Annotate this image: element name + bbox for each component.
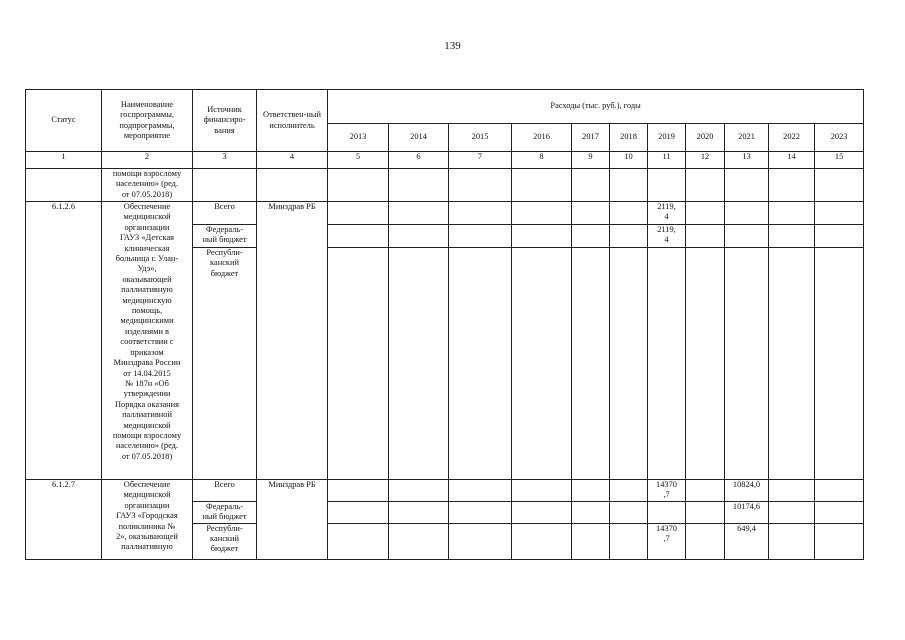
value-cell <box>769 480 815 502</box>
value-cell: 14370 ,7 <box>648 480 686 502</box>
value-cell <box>610 480 648 502</box>
column-number: 12 <box>686 152 725 169</box>
column-number: 1 <box>26 152 102 169</box>
value-cell: 10824,0 <box>725 480 769 502</box>
column-number: 14 <box>769 152 815 169</box>
source-cell: Всего <box>193 480 257 502</box>
value-cell <box>769 248 815 480</box>
value-cell <box>725 248 769 480</box>
value-cell <box>815 225 864 248</box>
empty-cell <box>389 169 449 202</box>
source-cell: Федераль- ный бюджет <box>193 501 257 523</box>
value-cell <box>512 225 572 248</box>
column-number: 3 <box>193 152 257 169</box>
column-number: 8 <box>512 152 572 169</box>
source-cell: Федераль- ный бюджет <box>193 225 257 248</box>
value-cell <box>512 248 572 480</box>
header-year-2013: 2013 <box>328 124 389 152</box>
page-number: 139 <box>444 40 461 52</box>
value-cell <box>686 202 725 225</box>
value-cell <box>769 523 815 559</box>
value-cell <box>389 225 449 248</box>
column-number-row <box>26 152 864 169</box>
value-cell <box>389 501 449 523</box>
status-cell: 6.1.2.6 <box>26 202 102 480</box>
name-cell: помощи взрослому населению» (ред. от 07.05.2018) <box>102 169 193 202</box>
value-cell: 10174,6 <box>725 501 769 523</box>
value-cell <box>449 523 512 559</box>
empty-cell <box>648 169 686 202</box>
table-row <box>26 169 864 202</box>
header-year-2017: 2017 <box>572 124 610 152</box>
executor-cell: Минздрав РБ <box>257 480 328 560</box>
value-cell <box>572 225 610 248</box>
header-year-2018: 2018 <box>610 124 648 152</box>
header-executor: Ответствен-ный исполнитель <box>257 90 328 152</box>
value-cell <box>449 501 512 523</box>
status-cell: 6.1.2.7 <box>26 480 102 560</box>
value-cell <box>512 523 572 559</box>
table-row <box>26 202 864 225</box>
value-cell <box>815 480 864 502</box>
value-cell <box>512 501 572 523</box>
empty-cell <box>512 169 572 202</box>
header-year-2022: 2022 <box>769 124 815 152</box>
value-cell <box>648 501 686 523</box>
value-cell <box>449 225 512 248</box>
value-cell <box>610 225 648 248</box>
value-cell <box>815 501 864 523</box>
value-cell <box>815 523 864 559</box>
value-cell: 14370 ,7 <box>648 523 686 559</box>
value-cell <box>572 501 610 523</box>
header-name: Наименование госпрограммы, подпрограммы, мероприятие <box>102 90 193 152</box>
column-number: 13 <box>725 152 769 169</box>
column-number: 5 <box>328 152 389 169</box>
value-cell <box>572 248 610 480</box>
value-cell <box>328 225 389 248</box>
value-cell <box>449 248 512 480</box>
column-number: 9 <box>572 152 610 169</box>
value-cell <box>815 202 864 225</box>
value-cell <box>648 248 686 480</box>
empty-cell <box>610 169 648 202</box>
value-cell <box>572 480 610 502</box>
empty-cell <box>193 169 257 202</box>
empty-cell <box>449 169 512 202</box>
value-cell <box>610 501 648 523</box>
column-number: 6 <box>389 152 449 169</box>
table-row <box>26 480 864 502</box>
source-cell: Республи- канский бюджет <box>193 248 257 480</box>
value-cell <box>769 501 815 523</box>
empty-cell <box>725 169 769 202</box>
empty-cell <box>257 169 328 202</box>
value-cell: 649,4 <box>725 523 769 559</box>
value-cell <box>328 202 389 225</box>
header-status: Статус <box>26 90 102 152</box>
value-cell <box>725 225 769 248</box>
header-year-2016: 2016 <box>512 124 572 152</box>
header-year-2019: 2019 <box>648 124 686 152</box>
value-cell <box>686 225 725 248</box>
value-cell <box>572 523 610 559</box>
header-year-2021: 2021 <box>725 124 769 152</box>
empty-cell <box>769 169 815 202</box>
header-year-2015: 2015 <box>449 124 512 152</box>
column-number: 7 <box>449 152 512 169</box>
status-cell <box>26 169 102 202</box>
value-cell <box>449 480 512 502</box>
value-cell <box>328 248 389 480</box>
value-cell <box>686 248 725 480</box>
column-number: 2 <box>102 152 193 169</box>
value-cell <box>328 480 389 502</box>
executor-cell: Минздрав РБ <box>257 202 328 480</box>
column-number: 4 <box>257 152 328 169</box>
empty-cell <box>815 169 864 202</box>
value-cell <box>328 501 389 523</box>
header-year-2020: 2020 <box>686 124 725 152</box>
value-cell: 2119, 4 <box>648 225 686 248</box>
value-cell <box>389 480 449 502</box>
value-cell <box>512 480 572 502</box>
header-year-2023: 2023 <box>815 124 864 152</box>
value-cell <box>389 523 449 559</box>
value-cell <box>512 202 572 225</box>
source-cell: Всего <box>193 202 257 225</box>
header-expenses: Расходы (тыс. руб.), годы <box>328 90 864 124</box>
name-cell: Обеспечение медицинской организации ГАУЗ «Городская поликлиника № 2», оказывающей паллиативную <box>102 480 193 560</box>
value-cell <box>572 202 610 225</box>
value-cell <box>686 523 725 559</box>
value-cell <box>686 480 725 502</box>
value-cell <box>610 202 648 225</box>
value-cell <box>389 248 449 480</box>
value-cell <box>769 202 815 225</box>
value-cell <box>686 501 725 523</box>
value-cell <box>610 523 648 559</box>
value-cell <box>725 202 769 225</box>
empty-cell <box>572 169 610 202</box>
column-number: 15 <box>815 152 864 169</box>
column-number: 11 <box>648 152 686 169</box>
value-cell <box>769 225 815 248</box>
source-cell: Республи- канский бюджет <box>193 523 257 559</box>
value-cell <box>610 248 648 480</box>
value-cell <box>815 248 864 480</box>
value-cell: 2119, 4 <box>648 202 686 225</box>
name-cell: Обеспечение медицинской организации ГАУЗ «Детская клиническая больница г. Улан- Удэ», оказывающей паллиативную медицинскую помощь, медицинскими изделиями в соответствии с приказом Минздрава России от 14.04.2015 № 187н «Об утверждении Порядка оказания паллиативной медицинской помощи взрослому населению» (ред. от 07.05.2018) <box>102 202 193 480</box>
header-year-2014: 2014 <box>389 124 449 152</box>
empty-cell <box>686 169 725 202</box>
column-number: 10 <box>610 152 648 169</box>
value-cell <box>328 523 389 559</box>
value-cell <box>389 202 449 225</box>
empty-cell <box>328 169 389 202</box>
header-source: Источник финансиро-вания <box>193 90 257 152</box>
value-cell <box>449 202 512 225</box>
budget-table <box>25 89 864 560</box>
